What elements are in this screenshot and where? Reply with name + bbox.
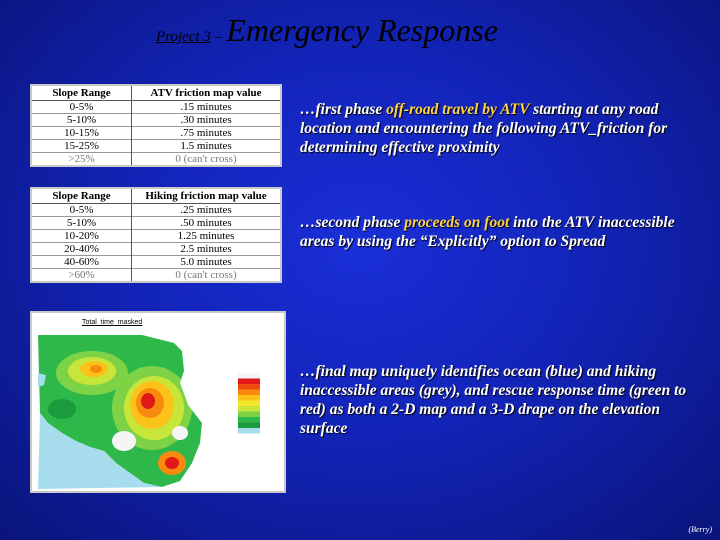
- slide-title: [156, 12, 498, 49]
- final-map-body: …final map uniquely identifies ocean (blue) and hiking inaccessible areas (grey), and rescue response time (green to red) as both a 2-D map and a 3-D drape on the elevation surface: [300, 363, 687, 437]
- title-separator: –: [214, 29, 223, 45]
- hiking-range-cell: 10-20%: [32, 230, 132, 243]
- project-label: Project 3: [156, 29, 211, 45]
- phase-one-post: starting at any road location and encountering the following ATV_friction for determining effective proximity: [300, 101, 668, 156]
- hiking-value-cell: .25 minutes: [132, 204, 281, 217]
- atv-range-cell: 0-5%: [32, 101, 132, 114]
- table-row: [32, 127, 280, 140]
- phase-one-pre: …first phase: [300, 101, 387, 118]
- legend-swatch: [238, 406, 260, 412]
- map-label: Total_time_masked: [82, 319, 143, 326]
- hiking-value-cell: 5.0 minutes: [132, 256, 281, 269]
- atv-friction-table: [30, 84, 282, 167]
- page-title: Emergency Response: [226, 12, 498, 48]
- table-row: [32, 204, 280, 217]
- hiking-header-slope: Slope Range: [32, 189, 132, 204]
- atv-header-slope: Slope Range: [32, 86, 132, 101]
- hiking-header-value: Hiking friction map value: [132, 189, 281, 204]
- table-row: [32, 140, 280, 153]
- phase-two-pre: …second phase: [300, 214, 405, 231]
- hiking-range-cell: 0-5%: [32, 204, 132, 217]
- atv-range-cell: 5-10%: [32, 114, 132, 127]
- legend-swatch: [238, 417, 260, 423]
- table-row: [32, 269, 280, 282]
- atv-value-cell: .15 minutes: [132, 101, 281, 114]
- phase-two-post: into the ATV inaccessible areas by using the “Explicitly” option to Spread: [300, 214, 675, 250]
- legend-swatch: [238, 428, 260, 434]
- atv-range-cell: 15-25%: [32, 140, 132, 153]
- legend-swatch: [238, 390, 260, 396]
- table-row: [32, 230, 280, 243]
- atv-header-value: ATV friction map value: [132, 86, 281, 101]
- response-time-map: [30, 311, 286, 493]
- legend-swatch: [238, 384, 260, 390]
- hiking-range-cell: 5-10%: [32, 217, 132, 230]
- atv-value-cell: .30 minutes: [132, 114, 281, 127]
- atv-range-cell: 10-15%: [32, 127, 132, 140]
- legend-swatch: [238, 423, 260, 429]
- hiking-friction-table: [30, 187, 282, 283]
- hiking-range-cell: >60%: [32, 269, 132, 282]
- table-row: [32, 114, 280, 127]
- final-map-text: [300, 362, 700, 438]
- table-row: [32, 153, 280, 166]
- legend-swatch: [238, 373, 260, 379]
- hiking-value-cell: 0 (can't cross): [132, 269, 281, 282]
- hiking-range-cell: 40-60%: [32, 256, 132, 269]
- phase-two-highlight: proceeds on foot: [404, 214, 510, 231]
- map-legend: [238, 373, 260, 434]
- map-image: [32, 313, 284, 491]
- legend-swatch: [238, 379, 260, 385]
- atv-value-cell: 1.5 minutes: [132, 140, 281, 153]
- hiking-value-cell: .50 minutes: [132, 217, 281, 230]
- atv-value-cell: 0 (can't cross): [132, 153, 281, 166]
- phase-one-text: [300, 100, 700, 157]
- legend-swatch: [238, 395, 260, 401]
- hiking-range-cell: 20-40%: [32, 243, 132, 256]
- table-row: [32, 217, 280, 230]
- hiking-value-cell: 1.25 minutes: [132, 230, 281, 243]
- legend-swatch: [238, 412, 260, 418]
- credit-label: (Berry): [688, 525, 712, 534]
- table-row: [32, 256, 280, 269]
- table-row: [32, 101, 280, 114]
- atv-value-cell: .75 minutes: [132, 127, 281, 140]
- phase-one-highlight: off-road travel by ATV: [386, 101, 530, 118]
- hiking-value-cell: 2.5 minutes: [132, 243, 281, 256]
- atv-range-cell: >25%: [32, 153, 132, 166]
- table-row: [32, 243, 280, 256]
- phase-two-text: [300, 213, 700, 251]
- legend-swatch: [238, 401, 260, 407]
